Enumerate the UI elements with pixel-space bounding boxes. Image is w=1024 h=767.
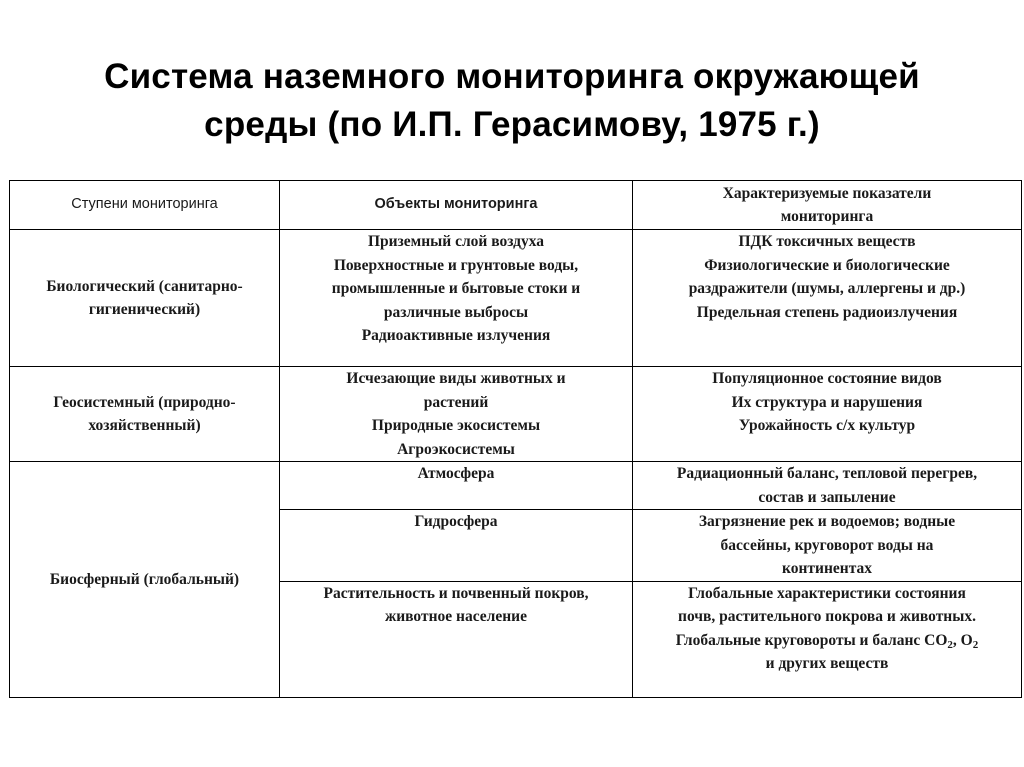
table-row-biological	[10, 230, 1022, 367]
objects-biological-line: Радиоактивные излучения	[361, 327, 551, 344]
indicators-vegetation-line-1: Глобальные характеристики состояния	[688, 584, 966, 602]
stage-biological	[10, 230, 280, 367]
indicators-atmosphere	[633, 462, 1022, 510]
objects-hydrosphere: Гидросфера	[280, 510, 633, 582]
indicators-biological-line: ПДК токсичных веществ	[738, 233, 916, 250]
stage-geosystem-line-1: Геосистемный (природно-	[53, 393, 236, 411]
indicators-biological-line: раздражители (шумы, аллергены и др.)	[688, 280, 966, 297]
slide-title	[0, 53, 1024, 149]
objects-geosystem-line: Природные экосистемы	[371, 417, 541, 434]
objects-geosystem-line: растений	[423, 393, 489, 411]
slide-title-line-1: Система наземного мониторинга окружающей	[104, 57, 920, 97]
stage-biological-line-2: гигиенический)	[88, 301, 201, 318]
objects-geosystem	[280, 367, 633, 462]
indicators-biological-line: Предельная степень радиоизлучения	[696, 303, 958, 321]
objects-atmosphere: Атмосфера	[280, 462, 633, 510]
objects-biological	[280, 230, 633, 367]
table-row-atmosphere	[10, 462, 1022, 510]
stage-biological-line-1: Биологический (санитарно-	[46, 277, 243, 295]
header-objects: Объекты мониторинга	[280, 181, 633, 230]
table-row-geosystem	[10, 367, 1022, 462]
monitoring-table	[9, 180, 1022, 698]
objects-biological-line: Поверхностные и грунтовые воды,	[333, 256, 579, 274]
indicators-vegetation	[633, 581, 1022, 697]
indicators-vegetation-line-3-mid: , О	[952, 631, 973, 649]
indicators-geosystem-line: Их структура и нарушения	[731, 393, 923, 411]
objects-vegetation-line-2: животное население	[385, 608, 527, 625]
objects-geosystem-line: Исчезающие виды животных и	[346, 370, 566, 387]
objects-biological-line: Приземный слой воздуха	[367, 233, 545, 250]
table-header-row	[10, 181, 1022, 230]
indicators-biological	[633, 230, 1022, 367]
indicators-vegetation-line-3	[636, 629, 1018, 653]
indicators-atmosphere-line: состав и запыление	[758, 488, 896, 506]
objects-vegetation	[280, 581, 633, 697]
indicators-vegetation-line-3-text: Глобальные круговороты и баланс СО	[675, 631, 948, 649]
objects-biological-line: различные выбросы	[383, 303, 529, 321]
slide-title-line-2: среды (по И.П. Герасимову, 1975 г.)	[204, 105, 820, 145]
stage-biosphere: Биосферный (глобальный)	[10, 462, 280, 698]
stage-geosystem-line-2: хозяйственный)	[88, 417, 201, 434]
objects-biological-line: промышленные и бытовые стоки и	[331, 280, 581, 297]
indicators-atmosphere-line: Радиационный баланс, тепловой перегрев,	[676, 465, 978, 482]
indicators-biological-line: Физиологические и биологические	[704, 256, 950, 274]
indicators-hydrosphere	[633, 510, 1022, 582]
stage-geosystem	[10, 367, 280, 462]
indicators-hydrosphere-line: бассейны, круговорот воды на	[720, 536, 934, 554]
subscript-co2: 2	[947, 638, 953, 651]
header-indicators	[633, 181, 1022, 230]
indicators-vegetation-line-4: и других веществ	[765, 655, 889, 672]
header-indicators-line-2: мониторинга	[780, 208, 874, 225]
indicators-geosystem-line: Популяционное состояние видов	[712, 370, 942, 387]
objects-geosystem-line: Агроэкосистемы	[397, 440, 515, 458]
header-stage: Ступени мониторинга	[10, 181, 280, 230]
header-indicators-line-1: Характеризуемые показатели	[722, 184, 932, 202]
indicators-geosystem	[633, 367, 1022, 462]
objects-vegetation-line-1: Растительность и почвенный покров,	[323, 584, 589, 602]
indicators-hydrosphere-line: континентах	[782, 560, 872, 577]
indicators-geosystem-line: Урожайность с/х культур	[738, 417, 916, 434]
indicators-vegetation-line-2: почв, растительного покрова и животных.	[678, 608, 976, 625]
indicators-hydrosphere-line: Загрязнение рек и водоемов; водные	[698, 513, 956, 530]
subscript-o2: 2	[972, 638, 979, 651]
